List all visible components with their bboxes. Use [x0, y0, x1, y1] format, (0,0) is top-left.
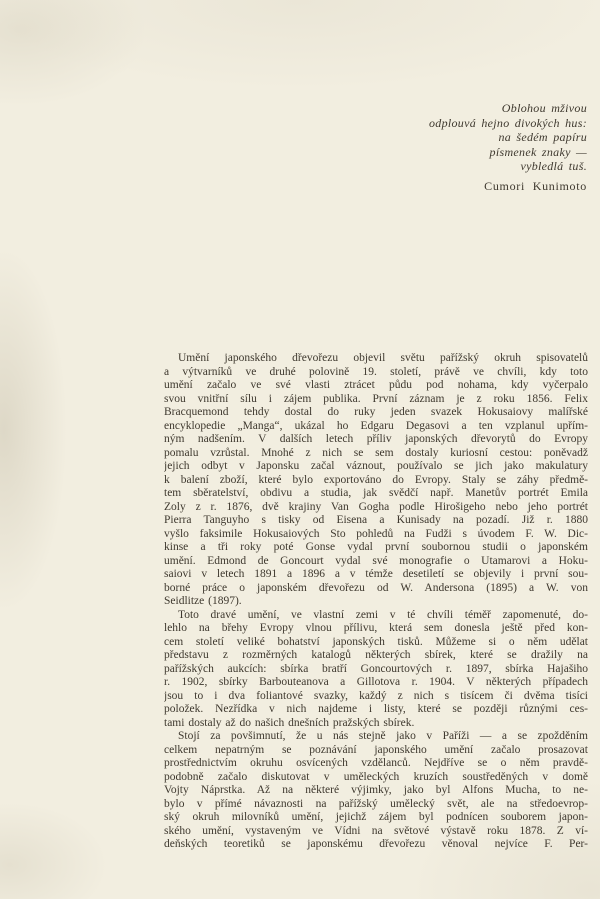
poem-line: na šedém papíru [498, 130, 587, 145]
text-line: položek. Nezřídka v nich najdeme i listy, které se později různými ces- [164, 703, 588, 715]
text-line: pomalu vzrůstal. Mnohé z nich se sem dostaly kuriosní cestou: poněvadž [164, 446, 588, 459]
text-line: a výtvarníků ve druhé polovině 19. století, právě ve chvíli, kdy toto [164, 365, 588, 378]
text-line: Umění japonského dřevořezu objevil světu pařížský okruh spisovatelů [178, 352, 588, 364]
poem-attribution: Cumori Kunimoto [484, 179, 587, 193]
text-line: svou vnitřní sílu i zájem publika. První záznam je z roku 1856. Felix [164, 392, 588, 405]
text-line: encyklopedie „Manga“, ukázal ho Edgaru Degasovi a ten vzplanul upřím- [164, 419, 588, 432]
text-line: kinse a tři roky poté Gonse vydal první soubornou studii o japonském [164, 541, 588, 553]
text-line: Vojty Náprstka. Až na některé výjimky, jako byl Alfons Mucha, to ne- [164, 784, 588, 796]
text-line: podobně začalo diskutovat v uměleckých kruzích soustředěných v domě [164, 770, 588, 783]
text-line: představu z rozměrných katalogů některých sbírek, které se dražily na [164, 649, 588, 661]
text-line: cem století veliké bohatství japonských tisků. Můžeme si o něm udělat [164, 635, 588, 648]
poem-line: odplouvá hejno divokých hus: [428, 115, 587, 130]
text-line: prostřednictvím okruhu osvícených vzdělanců. Nejdříve se o něm pravdě- [164, 757, 588, 769]
text-line: Seidlitze (1897). [164, 595, 242, 607]
text-line: tami dostaly až do našich dnešních pražských sbírek. [164, 716, 415, 729]
paragraph [164, 609, 588, 731]
text-line: Bracquemond tehdy dostal do ruky jeden svazek Hokusaiovy malířské [164, 406, 588, 418]
text-line: Zoly z r. 1876, dvě krajiny Van Gogha podle Hirošigeho nebo jeho portrét [164, 500, 588, 513]
paragraph [164, 352, 588, 609]
text-line: umění. Edmond de Goncourt vydal své monografie o Utamarovi a Hoku- [164, 554, 588, 567]
paragraph [164, 730, 588, 852]
text-line: saiovi v letech 1891 a 1896 a v témže desetiletí se objevily i první sou- [164, 568, 588, 580]
text-line: ský okruh milovníků umění, jejichž zájem byl podnícen souborem japon- [164, 811, 588, 823]
text-line: vyšlo faksimile Hokusaiových Sto pohledů na Fudži s úvodem F. W. Dic- [164, 527, 588, 540]
text-line: Pierra Tanguyho s tisky od Eisena a Kunisady na pozadí. Již r. 1880 [164, 514, 588, 526]
poem-line: vybledlá tuš. [520, 159, 587, 174]
text-line: jsou to i dva foliantové svazky, každý z nich s tisícem či dvěma tisíci [164, 689, 588, 702]
text-line: Toto dravé umění, ve vlastní zemi v té chvíli téměř zapomenuté, do- [178, 608, 588, 621]
text-line: k balení zboží, které bylo exportováno do Evropy. Staly se záhy předmě- [164, 473, 588, 486]
text-line: celkem nepatrným se poznávání japonského umění začalo prosazovat [164, 743, 588, 756]
text-line: deňských teoretiků se japonskému dřevořezu věnoval nejvíce F. Per- [164, 838, 588, 850]
text-line: r. 1902, sbírky Barbouteanova a Gillotova r. 1904. V některých případech [164, 676, 588, 688]
text-line: lehlo na břehy Evropy vlnou přílivu, která sem donesla ještě před kon- [164, 622, 588, 634]
body-text [164, 352, 588, 852]
poem-line: písmenek znaky — [489, 144, 587, 159]
text-line: Stojí za povšimnutí, že u nás stejně jako v Paříži — a se zpožděním [178, 730, 588, 742]
text-line: jejich odbyt v Japonsku začal váznout, používalo se jich jako makulatury [164, 460, 588, 472]
text-line: ným nadšením. V dalších letech příliv japonských dřevorytů do Evropy [164, 433, 588, 445]
text-line: bylo v přímé návaznosti na pařížský umělecký svět, ale na středoevrop- [164, 797, 588, 810]
text-line: ského umění, vystaveným ve Vídni na světové výstavě roku 1878. Z ví- [164, 824, 588, 837]
text-line: umění začalo ve své vlasti ztrácet půdu pod nohama, kdy vyčerpalo [164, 379, 588, 391]
text-line: borné práce o japonském dřevořezu od W. Andersona (1895) a W. von [164, 581, 588, 594]
text-line: pařížských aukcích: sbírka bratří Goncourtových r. 1897, sbírka Hajašiho [164, 662, 588, 675]
haiku-poem [429, 101, 587, 174]
text-line: tem sběratelství, obdivu a studia, jak svědčí např. Manetův portrét Emila [164, 487, 588, 499]
poem-line: Oblohou mživou [501, 101, 587, 115]
